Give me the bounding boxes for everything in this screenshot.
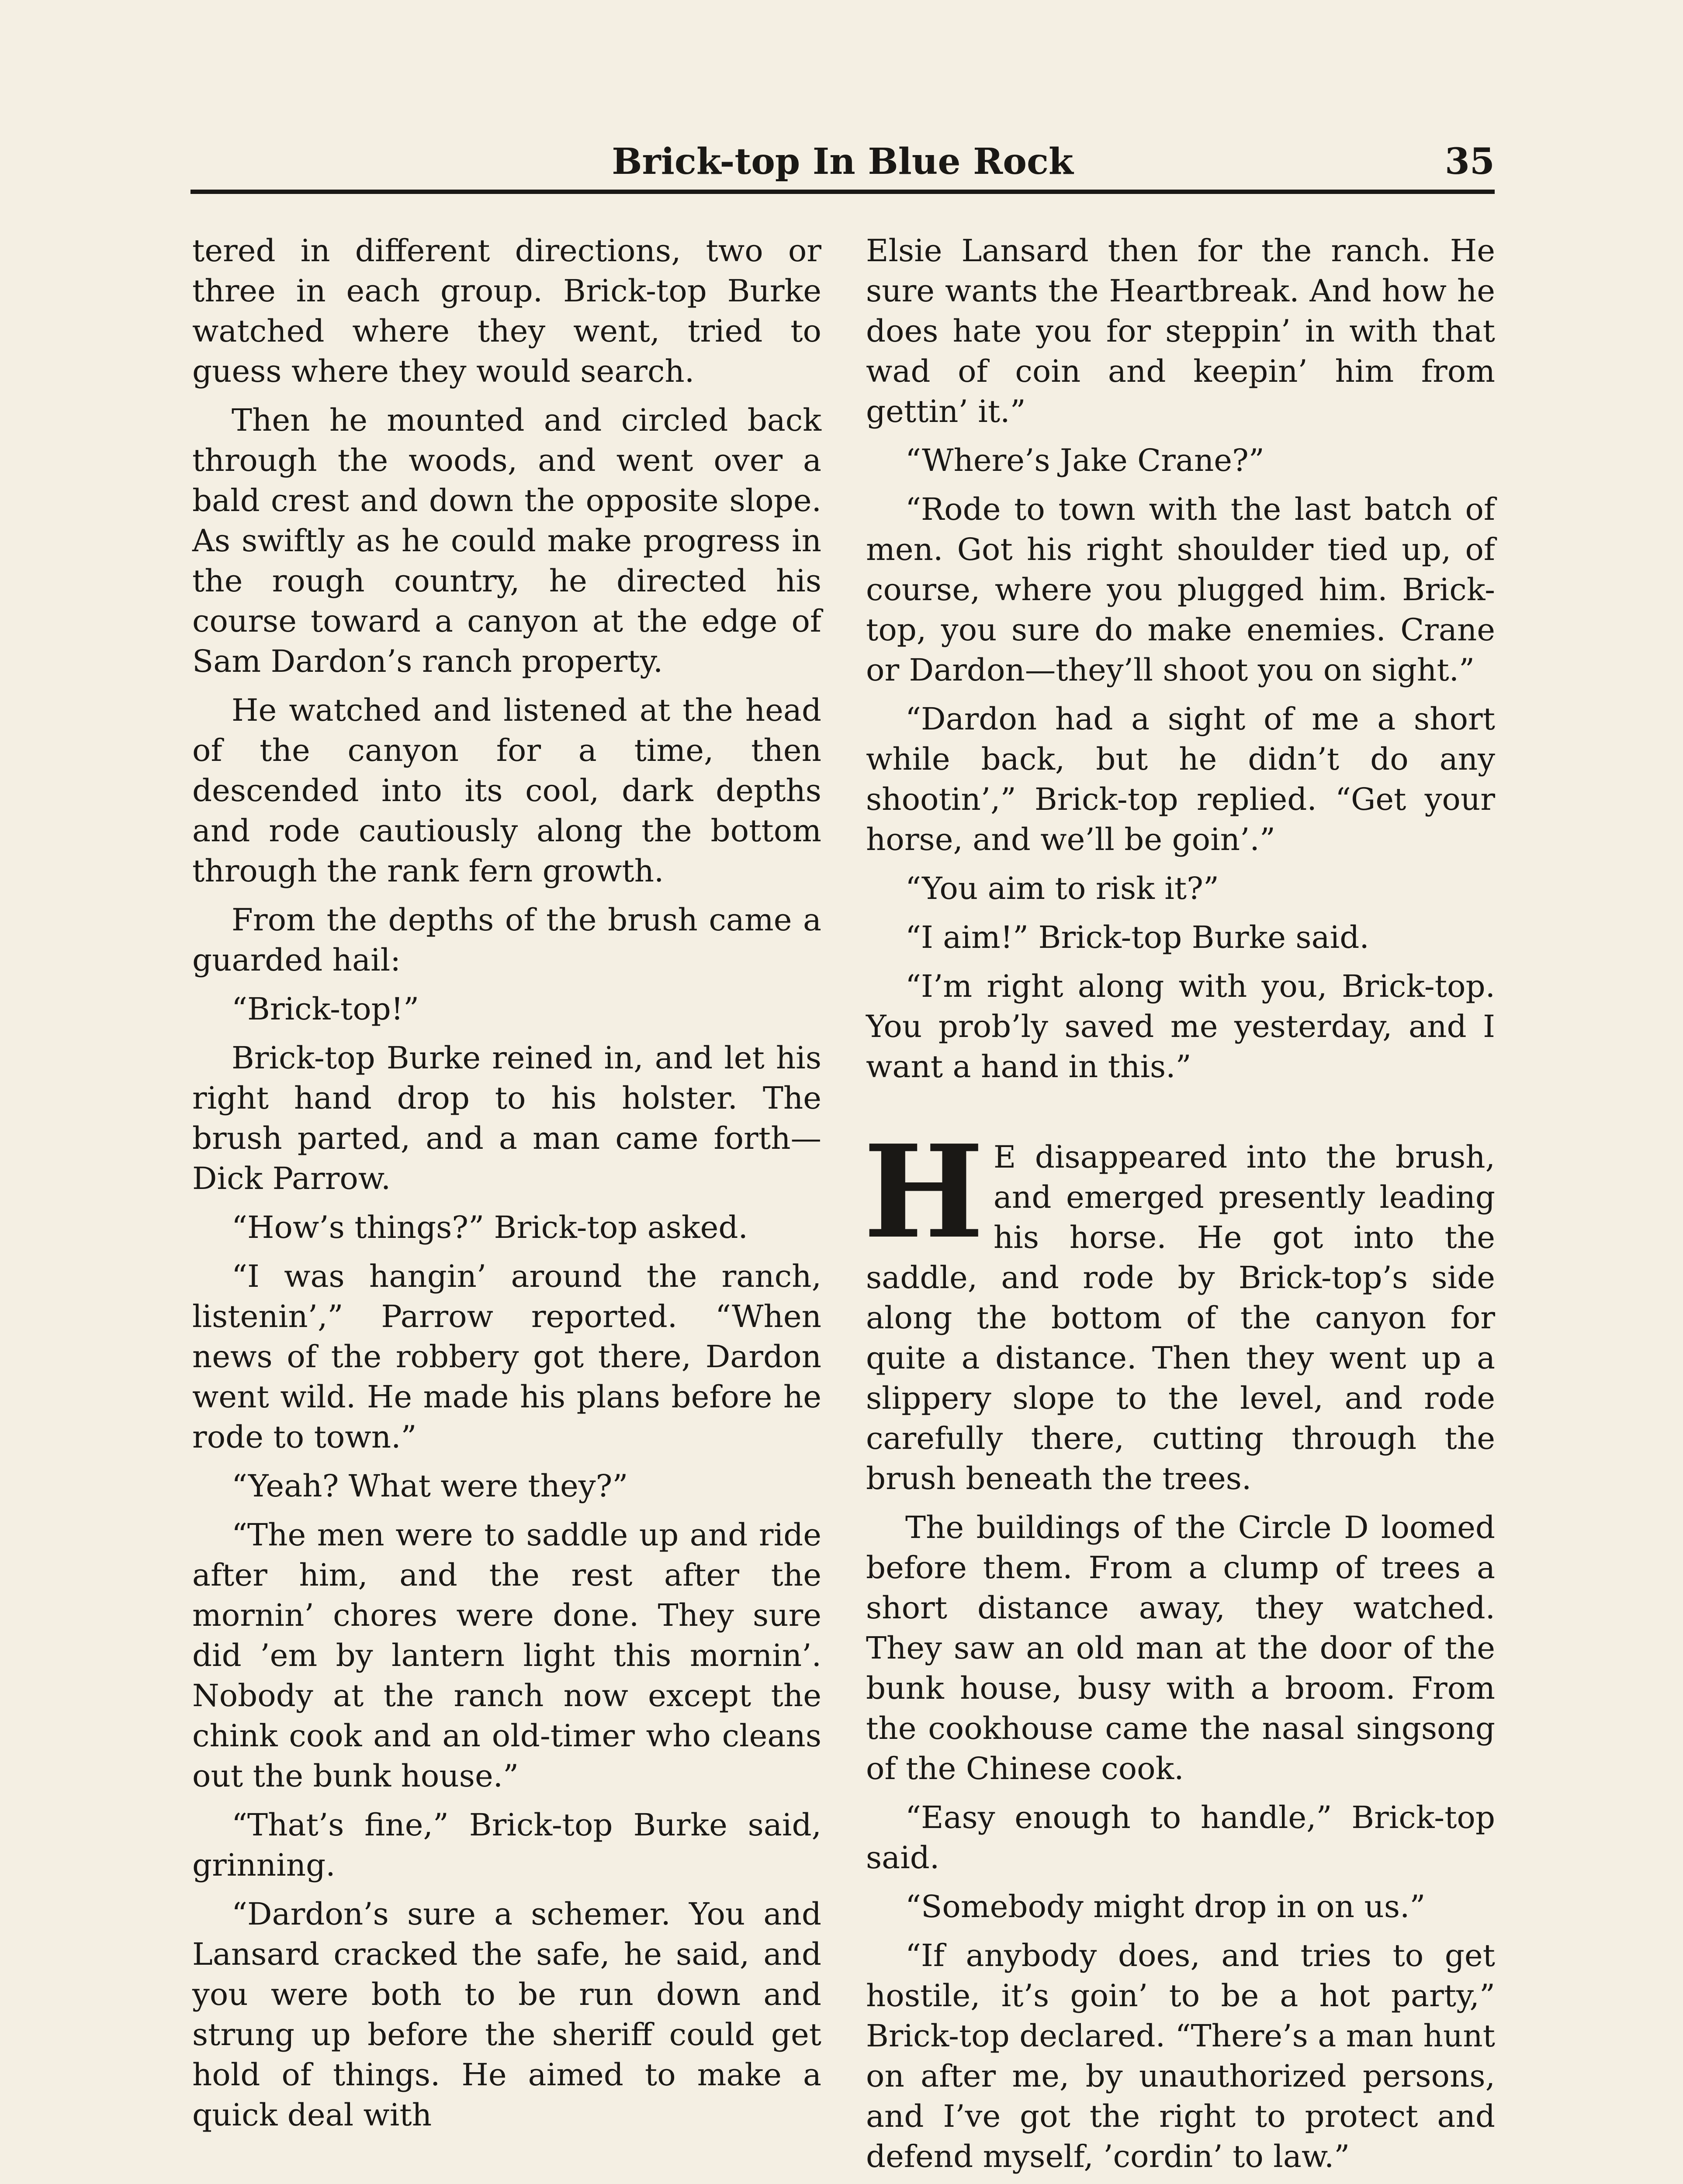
right-column <box>863 231 1495 2184</box>
paragraph: “The men were to saddle up and ride after him, and the rest after the mornin’ chores were done. They sure did ’em by lantern light this mornin’. Nobody at the ranch now except the chink cook and an old-timer who cleans out the bunk house.” <box>192 1517 821 1794</box>
paragraph: Then he mounted and circled back through the woods, and went over a bald crest and down the opposite slope. As swiftly as he could make progress in the rough country, he directed his course toward a canyon at the edge of Sam Dardon’s ranch property. <box>192 402 821 679</box>
paragraph: From the depths of the brush came a guarded hail: <box>192 902 821 978</box>
paragraph: “Yeah? What were they?” <box>232 1468 628 1504</box>
drop-cap-paragraph <box>863 1117 1495 1499</box>
header-rule <box>190 190 1495 194</box>
paragraph: “Dardon had a sight of me a short while back, but he didn’t do any shootin’,” Brick-top replied. “Get your horse, and we’ll be goin’.” <box>866 701 1495 857</box>
paragraph: “Somebody might drop in on us.” <box>905 1889 1426 1925</box>
paragraph: “How’s things?” Brick-top asked. <box>232 1209 748 1245</box>
page-number: 35 <box>1444 141 1495 183</box>
paragraph: He watched and listened at the head of the canyon for a time, then descended into its cool, dark depths and rode cautiously along the bottom through the rank fern growth. <box>192 692 821 889</box>
paragraph: “If anybody does, and tries to get hostile, it’s goin’ to be a hot party,” Brick-top declared. “There’s a man hunt on after me, by unauthorized persons, and I’ve got the right to protect and defend myself, ’cordin’ to law.” <box>866 1938 1495 2174</box>
paragraph: Brick-top Burke reined in, and let his right hand drop to his holster. The brush parted, and a man came forth—Dick Parrow. <box>192 1040 821 1196</box>
left-column <box>192 231 821 2184</box>
paragraph: “Easy enough to handle,” Brick-top said. <box>866 1800 1495 1876</box>
paragraph: tered in different directions, two or three in each group. Brick-top Burke watched where they went, tried to guess where they would search. <box>192 233 821 389</box>
paragraph: Elsie Lansard then for the ranch. He sure wants the Heartbreak. And how he does hate you for steppin’ in with that wad of coin and keepin’ him from gettin’ it.” <box>866 233 1495 429</box>
paragraph: “I’m right along with you, Brick-top. You prob’ly saved me yesterday, and I want a hand in this.” <box>866 968 1495 1085</box>
drop-cap-letter: H <box>863 1117 984 1267</box>
paragraph: “Where’s Jake Crane?” <box>905 442 1264 478</box>
running-title: Brick-top In Blue Rock <box>612 141 1074 183</box>
paragraph: The buildings of the Circle D loomed before them. From a clump of trees a short distance away, they watched. They saw an old man at the door of the bunk house, busy with a broom. From the cookhouse came the nasal singsong of the Chinese cook. <box>866 1510 1495 1787</box>
paragraph: “You aim to risk it?” <box>905 871 1219 906</box>
drop-cap-text: E disappeared into the brush, and emerged presently leading his horse. He got into the saddle, and rode by Brick-top’s side along the bottom of the canyon for quite a distance. Then they went up a slippery slope to the level, and rode carefully there, cutting through the brush beneath the trees. <box>866 1139 1495 1496</box>
page-header <box>190 135 1495 188</box>
paragraph: “I was hangin’ around the ranch, listenin’,” Parrow reported. “When news of the robbery got there, Dardon went wild. He made his plans before he rode to town.” <box>192 1258 821 1455</box>
paragraph: “Dardon’s sure a schemer. You and Lansard cracked the safe, he said, and you were both to be run down and strung up before the sheriff could get hold of things. He aimed to make a quick deal with <box>192 1896 821 2133</box>
paragraph: “Brick-top!” <box>232 991 419 1027</box>
paragraph: “That’s fine,” Brick-top Burke said, grinning. <box>192 1807 821 1883</box>
paragraph: “I aim!” Brick-top Burke said. <box>905 919 1369 955</box>
paragraph: “Rode to town with the last batch of men. Got his right shoulder tied up, of course, where you plugged him. Brick-top, you sure do make enemies. Crane or Dardon—they’ll shoot you on sight.” <box>866 491 1495 688</box>
